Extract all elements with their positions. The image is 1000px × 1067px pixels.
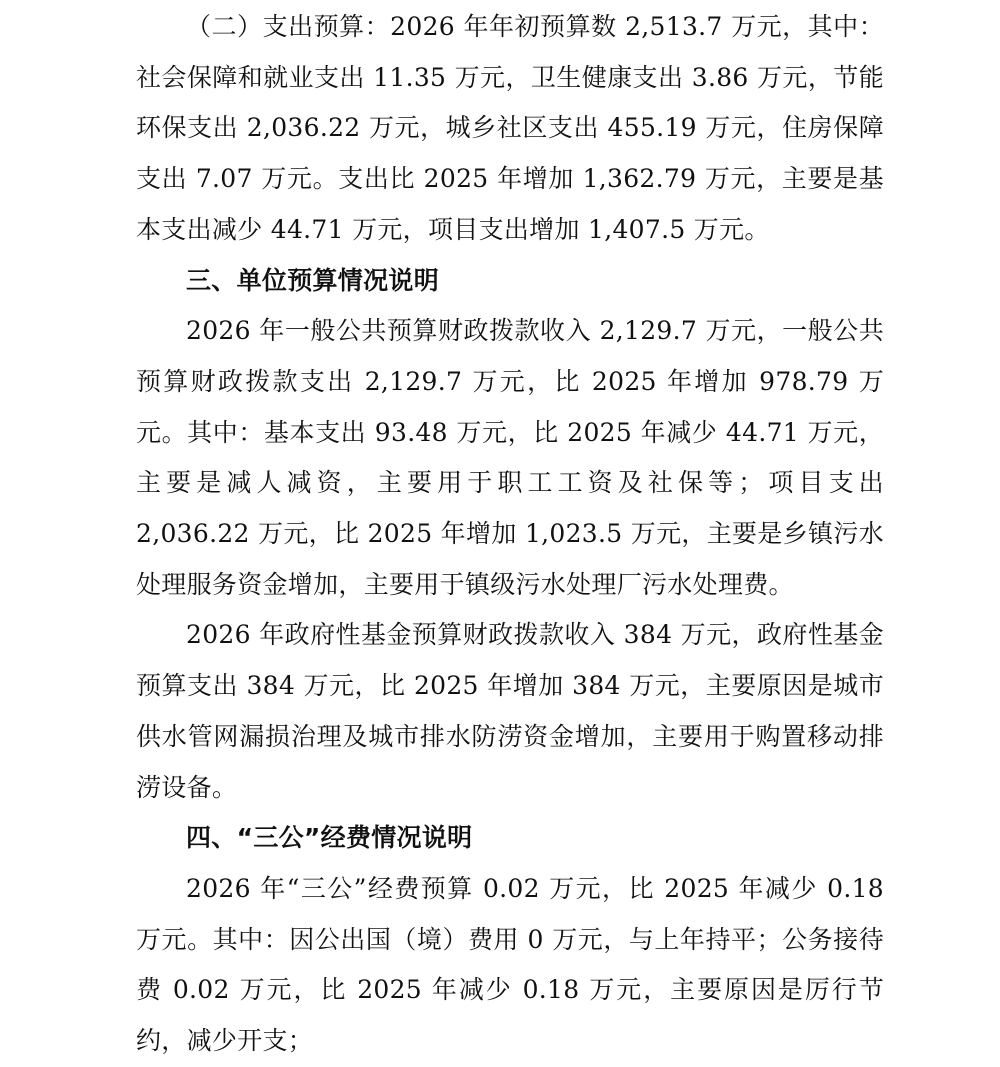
unit-budget-heading: 三、单位预算情况说明: [186, 265, 440, 295]
three-public-expenses-paragraph: 2026 年“三公”经费预算 0.02 万元，比 2025 年减少 0.18 万元。其中：因公出国（境）费用 0 万元，与上年持平；公务接待费 0.02 万元，比 2025 年减少 0.18 万元，主要原因是厉行节约，减少开支；: [136, 873, 884, 1056]
expenditure-budget-paragraph: （二）支出预算：2026 年年初预算数 2,513.7 万元，其中：社会保障和就业支出 11.35 万元，卫生健康支出 3.86 万元，节能环保支出 2,036.22 万元，城乡社区支出 455.19 万元，住房保障支出 7.07 万元。支出比 2025 年增加 1,362.79 万元，主要是基本支出减少 44.71 万元，项目支出增加 1,407.5 万元。: [136, 12, 884, 244]
three-public-expenses-heading: 四、“三公”经费情况说明: [186, 823, 473, 853]
general-public-budget-paragraph: 2026 年一般公共预算财政拨款收入 2,129.7 万元，一般公共预算财政拨款支出 2,129.7 万元，比 2025 年增加 978.79 万元。其中：基本支出 93.48 万元，比 2025 年减少 44.71 万元，主要是减人减资，主要用于职工工资及社保等；项目支出 2,036.22 万元，比 2025 年增加 1,023.5 万元，主要是乡镇污水处理服务资金增加，主要用于镇级污水处理厂污水处理费。: [136, 316, 884, 599]
document-page: [136, 0, 884, 1067]
government-fund-budget-paragraph: 2026 年政府性基金预算财政拨款收入 384 万元，政府性基金预算支出 384 万元，比 2025 年增加 384 万元，主要原因是城市供水管网漏损治理及城市排水防涝资金增加，主要用于购置移动排涝设备。: [136, 620, 884, 802]
